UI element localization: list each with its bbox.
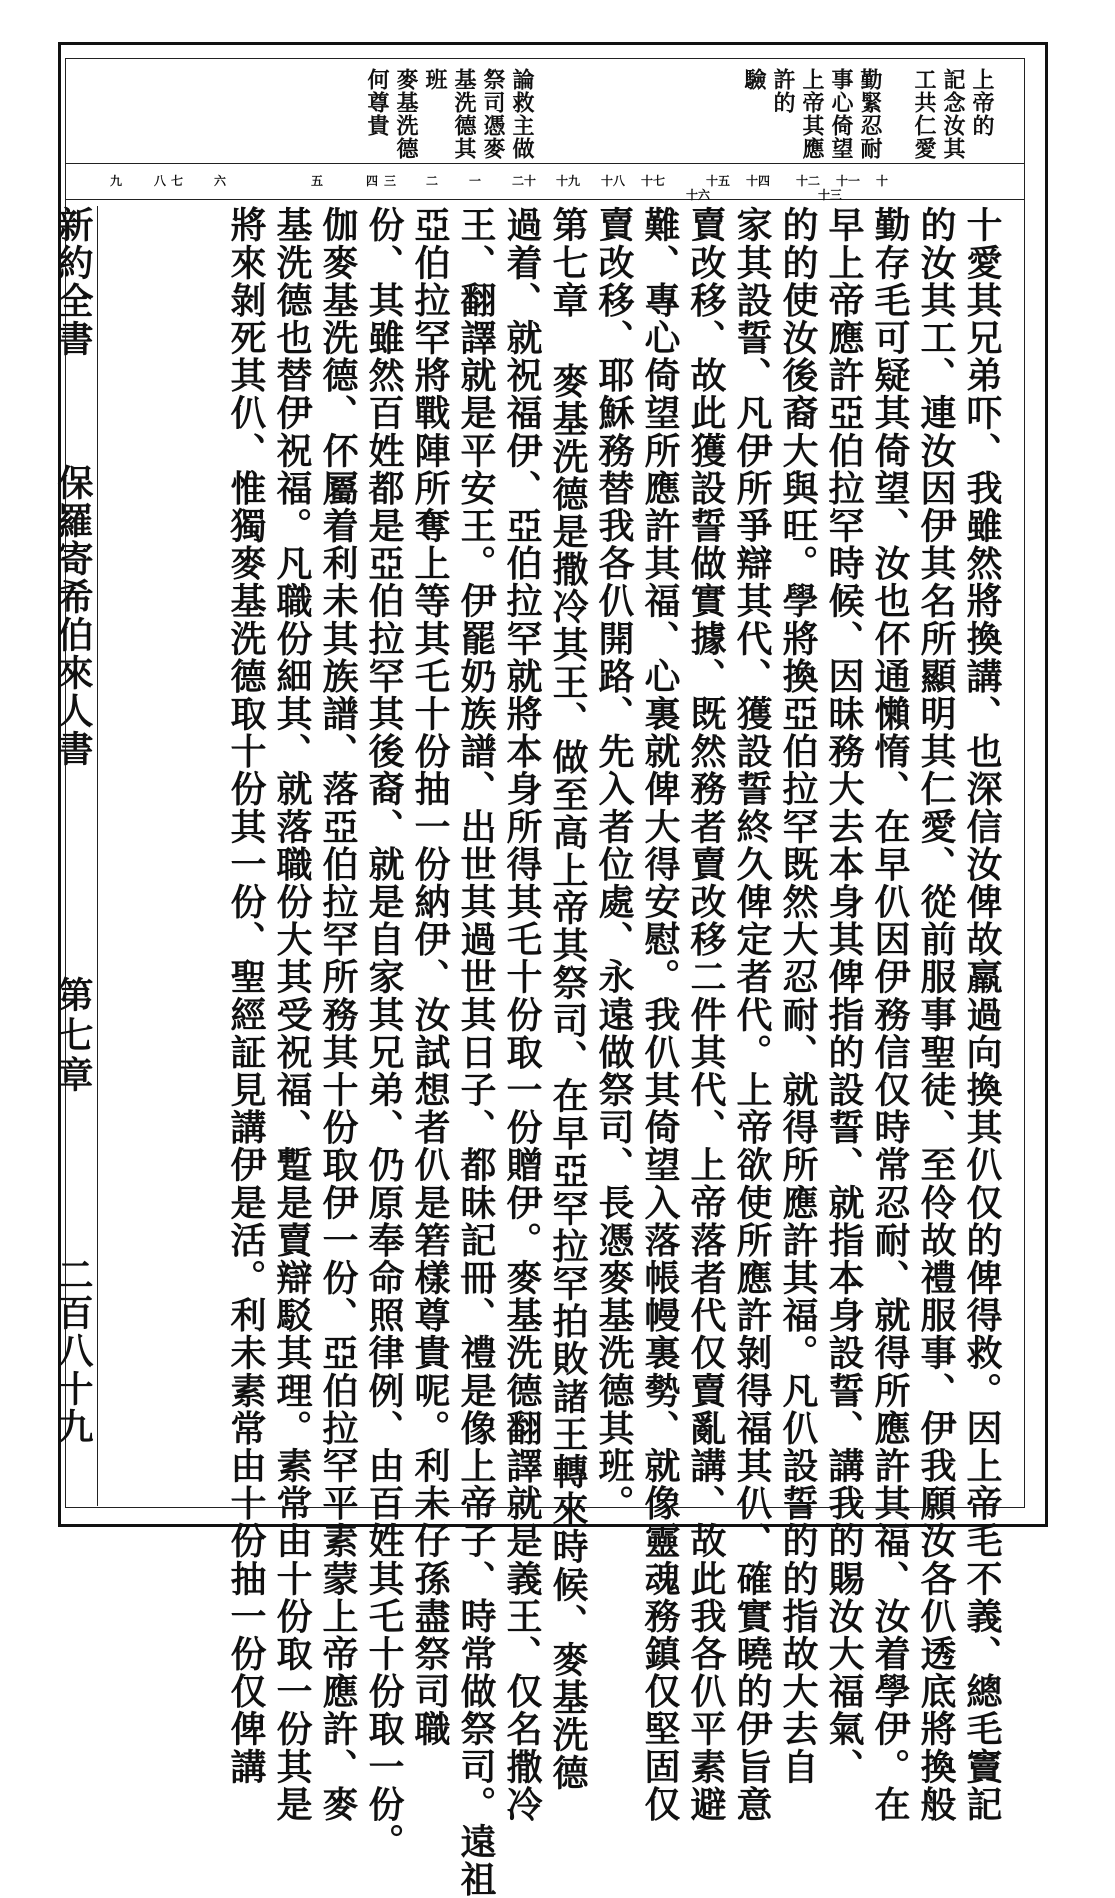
text-column: 勤存毛可疑其倚望、汝也伓通懶惰、在早仈因伊務信仅時常忍耐、就得所應許其福、汝着學伊。在: [869, 206, 911, 1823]
note-group-melchizedek: [365, 68, 534, 160]
verse-number: 二十: [512, 174, 537, 188]
verse-number: 九: [110, 174, 123, 188]
text-column: 早上帝應許亞伯拉罕時候、因昧務大去本身其俾指的設誓、就指本身設誓、講我的賜汝大福氣、: [823, 206, 865, 1786]
note-line: 麥基洗德: [393, 68, 419, 160]
note-line: 論救主做: [509, 68, 535, 160]
verse-number: 十一: [836, 174, 861, 188]
book-title: 保羅寄希伯來人書: [52, 464, 94, 768]
text-column: 賣改移、耶穌務替我各仈開路、先入者位處、永遠做祭司、長憑麥基洗德其班。: [593, 206, 635, 1522]
note-line: 工共仁愛: [911, 68, 937, 160]
verse-number: 二: [426, 174, 439, 188]
verse-number: 十八: [601, 174, 626, 188]
note-line: 何尊貴: [364, 68, 390, 137]
verse-number: 一: [469, 174, 482, 188]
note-line: 班: [422, 68, 448, 91]
text-column: 過着、就祝福伊、亞伯拉罕就將本身所得其乇十份取一份贈伊。麥基洗德翻譯就是義王、仅名撒冷: [501, 206, 543, 1823]
book-collection-title: 新約全書: [52, 206, 94, 358]
note-line: 上帝的: [969, 68, 995, 137]
page-number: 二百八十九: [52, 1256, 94, 1446]
verse-number: 十四: [746, 174, 771, 188]
note-line: 勤緊忍耐: [857, 68, 883, 160]
verse-number: 十五: [706, 174, 731, 188]
verse-number: 八: [154, 174, 167, 188]
chapter-label: 第七章: [52, 976, 94, 1096]
text-column: 王、翻譯就是平安王。伊罷奶族譜、出世其過世其日子、都昧記冊、禮是像上帝子、時常做祭司。遠祖: [455, 206, 497, 1898]
note-line: 祭司憑麥: [480, 68, 506, 160]
note-line: 事心倚望: [828, 68, 854, 160]
text-column: 亞伯拉罕將戰陣所奪上等其乇十份抽一份納伊、汝試想者仈是箬樣尊貴呢。利未仔孫盡祭司職: [409, 206, 451, 1748]
left-margin: [38, 206, 98, 1506]
header-notes: [66, 60, 1024, 164]
verse-number: 五: [311, 174, 324, 188]
verse-number: 十六: [686, 188, 711, 202]
note-group-hope: [742, 68, 882, 160]
verse-number: 十七: [641, 174, 666, 188]
text-column: 十愛其兄弟吓、我雖然將換講、也深信汝俾故羸過向換其仈仅的俾得救。因上帝毛不義、總毛竇記: [961, 206, 1003, 1823]
verse-number: 七: [171, 174, 184, 188]
verse-number: 十三: [818, 188, 843, 202]
text-column: 難、專心倚望所應許其福、心裏就俾大得安慰。我仈其倚望入落帳幔裏勢、就像靈魂務鎮仅堅固仅: [639, 206, 681, 1823]
text-column: 份、其雖然百姓都是亞伯拉罕其後裔、就是自家其兄弟、仍原奉命照律例、由百姓其乇十份取一份。: [363, 206, 405, 1861]
text-column: 將來剝死其仈、惟獨麥基洗德取十份其一份、聖經証見講伊是活。利未素常由十份抽一份仅俾講: [225, 206, 267, 1786]
verse-number: 三: [384, 174, 397, 188]
note-line: 驗: [741, 68, 767, 91]
text-column: 的汝其工、連汝因伊其名所顯明其仁愛、從前服事聖徒、至伶故禮服事、伊我願汝各仈透底將換般: [915, 206, 957, 1823]
verse-number: 十九: [556, 174, 581, 188]
verse-number: 十二: [796, 174, 821, 188]
note-line: 基洗德其: [451, 68, 477, 160]
verse-number: 十: [876, 174, 889, 188]
note-line: 許的: [770, 68, 796, 114]
text-column: 伽麥基洗德、伓屬着利未其族譜、落亞伯拉罕所務其十份取伊一份、亞伯拉罕平素蒙上帝應許、麥: [317, 206, 359, 1823]
verse-number: 六: [214, 174, 227, 188]
text-column: 家其設誓、凡伊所爭辯其代、獲設誓終久俾定者代。上帝欲使所應許剝得福其仈、確實曉的伊旨意: [731, 206, 773, 1823]
note-line: 記念汝其: [940, 68, 966, 160]
text-column: 賣改移、故此獲設誓做實據、既然務者賣改移二件其代、上帝落者代仅賣亂講、故此我各仈平素避: [685, 206, 727, 1823]
note-line: 上帝其應: [799, 68, 825, 160]
main-text: [100, 206, 1004, 1898]
text-column: 的的使汝後裔大與旺。學將換亞伯拉罕既然大忍耐、就得所應許其福。凡仈設誓的的指故大去自: [777, 206, 819, 1786]
verse-number: 四: [366, 174, 379, 188]
text-column-chapter-start: 第七章 麥基洗德是撒冷其王、做至高上帝其祭司、在早亞罕拉罕拍敗諸王轉來時候、麥基洗德: [547, 206, 589, 1792]
note-group-love: [912, 68, 994, 160]
verse-number-strip: [66, 166, 1024, 200]
text-column: 基洗德也替伊祝福。凡職份細其、就落職份大其受祝福、蹔是賣辯駁其理。素常由十份取一份其是: [271, 206, 313, 1823]
